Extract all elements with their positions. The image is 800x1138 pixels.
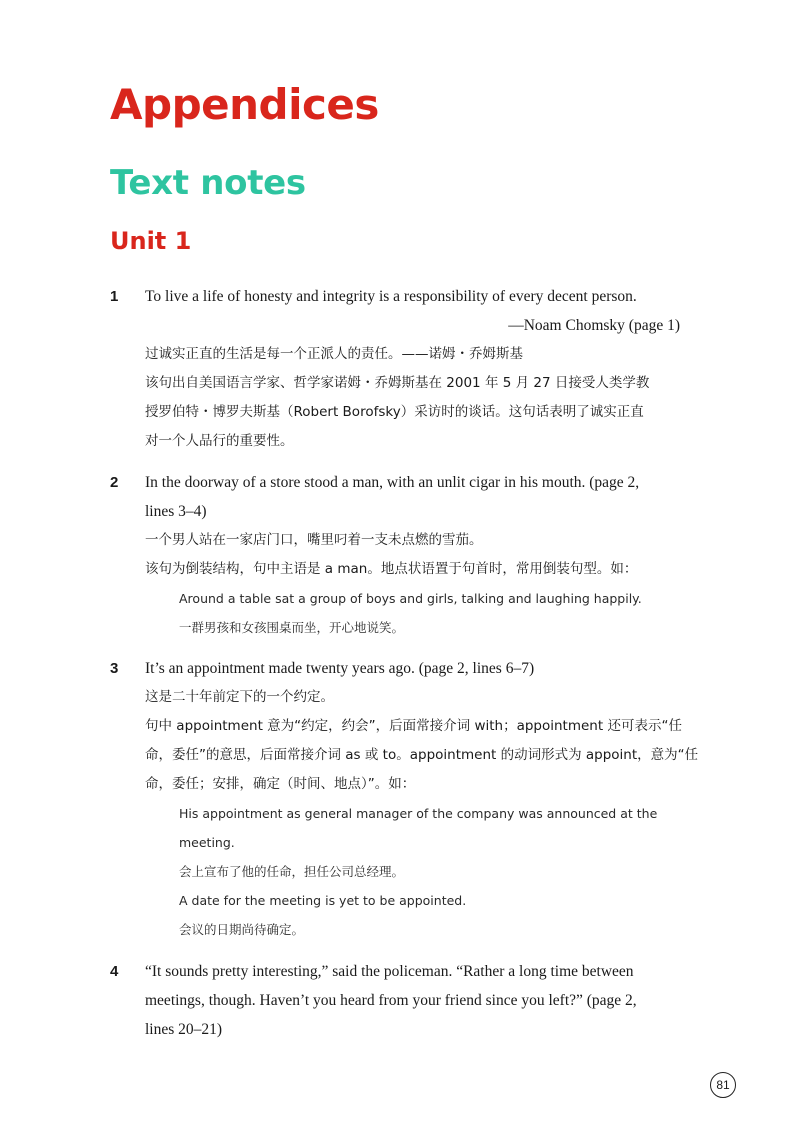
example-translation: 会议的日期尚待确定。: [179, 922, 305, 937]
example-sentence: meeting.: [179, 835, 235, 850]
page-number: 81: [710, 1072, 736, 1098]
note-number: 1: [110, 288, 119, 305]
note-attribution: —Noam Chomsky (page 1): [508, 317, 680, 334]
note-quote: To live a life of honesty and integrity is a responsibility of every decent person.: [145, 288, 637, 305]
note-explanation: 该句出自美国语言学家、哲学家诺姆・乔姆斯基在 2001 年 5 月 27 日接受人类学教: [145, 375, 650, 391]
example-sentence: A date for the meeting is yet to be appointed.: [179, 893, 467, 908]
note-body: [145, 957, 680, 1044]
note-number: 3: [110, 660, 119, 677]
note-translation: 这是二十年前定下的一个约定。: [145, 689, 334, 705]
example-sentence: Around a table sat a group of boys and girls, talking and laughing happily.: [179, 591, 642, 606]
note-number: 4: [110, 963, 119, 980]
note-explanation: 命，委任”的意思，后面常接介词 as 或 to。appointment 的动词形式为 appoint，意为“任: [145, 747, 699, 763]
note-explanation: 命，委任；安排，确定（时间、地点）”。如：: [145, 776, 416, 792]
note-body: [145, 468, 680, 642]
note-number: 2: [110, 474, 119, 491]
note-translation: 过诚实正直的生活是每一个正派人的责任。——诺姆・乔姆斯基: [145, 346, 523, 362]
note-quote: In the doorway of a store stood a man, with an unlit cigar in his mouth. (page 2,: [145, 474, 640, 491]
note-body: [145, 654, 699, 944]
note-quote: lines 20–21): [145, 1021, 223, 1038]
note-quote: lines 3–4): [145, 503, 207, 520]
note-explanation: 授罗伯特・博罗夫斯基（Robert Borofsky）采访时的谈话。这句话表明了诚实正直: [145, 404, 644, 420]
note-body: [145, 282, 680, 456]
note-quote: “It sounds pretty interesting,” said the policeman. “Rather a long time between: [145, 963, 634, 980]
note-quote: meetings, though. Haven’t you heard from your friend since you left?” (page 2,: [145, 992, 637, 1009]
example-translation: 会上宣布了他的任命，担任公司总经理。: [179, 864, 405, 879]
note-explanation: 句中 appointment 意为“约定，约会”，后面常接介词 with；appointment 还可表示“任: [145, 718, 682, 734]
note-explanation: 该句为倒装结构，句中主语是 a man。地点状语置于句首时，常用倒装句型。如：: [145, 561, 638, 577]
note-quote: It’s an appointment made twenty years ago. (page 2, lines 6–7): [145, 660, 535, 677]
example-translation: 一群男孩和女孩围桌而坐，开心地说笑。: [179, 620, 405, 635]
note-translation: 一个男人站在一家店门口，嘴里叼着一支未点燃的雪茄。: [145, 532, 483, 548]
note-explanation: 对一个人品行的重要性。: [145, 433, 294, 449]
text-notes-heading: Text notes: [110, 163, 306, 203]
example-sentence: His appointment as general manager of the company was announced at the: [179, 806, 658, 821]
appendices-title: Appendices: [110, 80, 379, 129]
unit-heading: Unit 1: [110, 227, 192, 255]
